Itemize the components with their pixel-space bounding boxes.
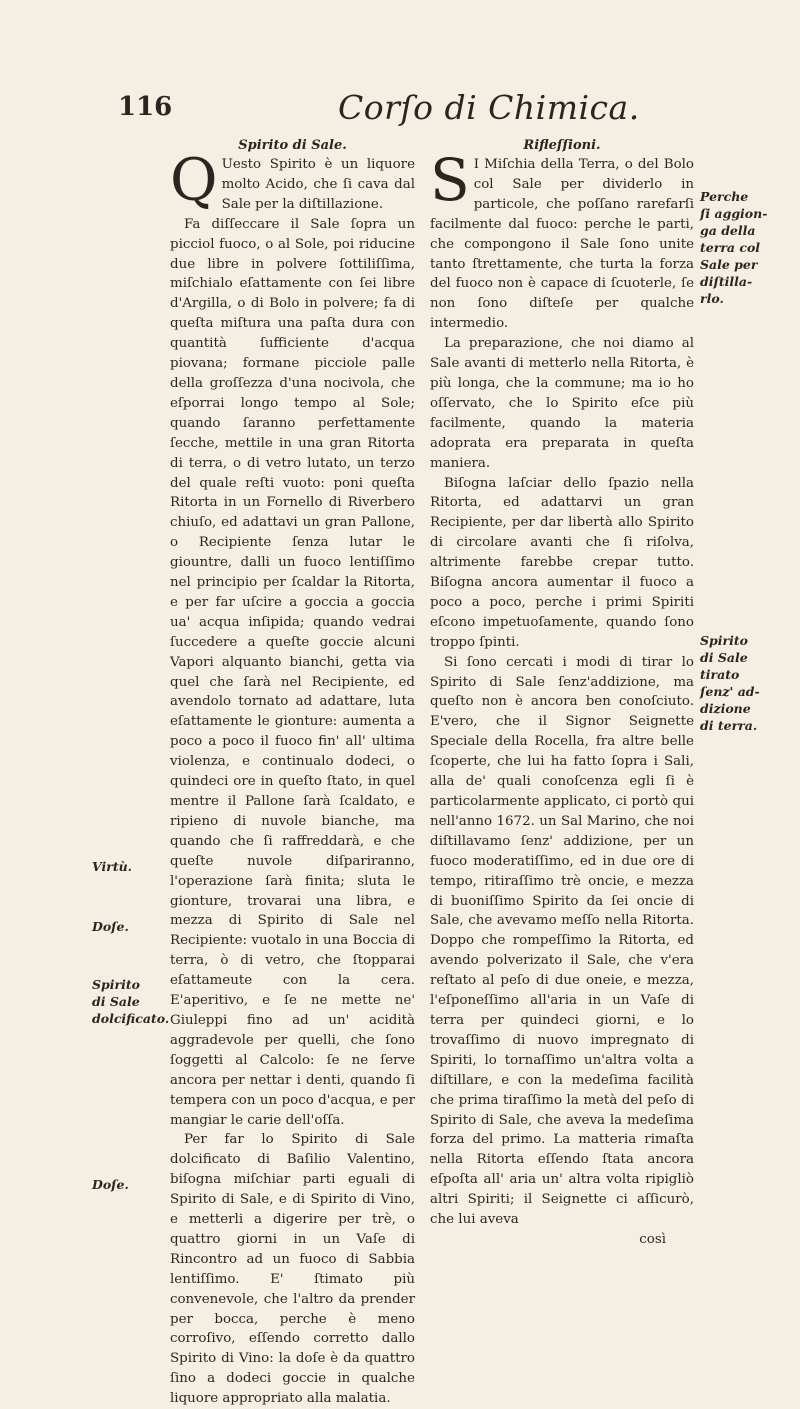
margin-note-spirito-tirato: Spirito di Sale tirato ſenz' ad- dizione di terra. — [700, 633, 760, 733]
margin-note-perche: Perche ſi aggion- ga della terra col Sale per diſtilla- rlo. — [700, 189, 768, 306]
page-number: 116 — [118, 92, 173, 122]
left-column — [170, 136, 415, 1409]
paragraph: Biſogna laſciar dello ſpazio nella Ritorta, ed adattarvi un gran Recipiente, per dar libertà allo Spirito di circolare avanti che ſi riſolva, altrimente farebbe crepar tutto. Biſogna ancora aumentar il fuoco a poco a poco, perche i primi Spiriti eſcono impetuoſamente, quando ſono troppo ſpinti. — [430, 475, 694, 650]
paragraph: Per far lo Spirito di Sale dolcificato di Baſilio Valentino, biſogna miſchiar parti eguali di Spirito di Sale, e di Spirito di Vino, e metterli a digerire per trè, o quattro giorni in un Vaſe di Rincontro ad un fuoco di Sabbia lentiſſimo. E' ſtimato più convenevole, che l'altro da prender per bocca, perche è meno corroſivo, eſſendo corretto dallo Spirito di Vino: la doſe è da quattro ſino a dodeci goccie in qualche liquore appropriato alla malatia. — [170, 1132, 415, 1407]
paragraph: La preparazione, che noi diamo al Sale avanti di metterlo nella Ritorta, è più longa, che la commune; ma io ho oſſervato, che lo Spirito eſce più facilmente, quando la materia adoprata era preparata in queſta maniera. — [430, 336, 694, 471]
margin-note-virtu: Virtù. — [92, 859, 133, 874]
catchword: così — [639, 1231, 666, 1247]
section-heading-spirito-di-sale: Spirito di Sale. — [238, 138, 347, 153]
paragraph: Si ſono cercati i modi di tirar lo Spirito di Sale ſenz'addizione, ma queſto non è ancora ben conoſciuto. E'vero, che il Signor Seignette Speciale della Rocella, fra altre belle ſcoperte, che lui ha fatto ſopra i Sali, alla de' quali conoſcenza egli ſi è particolarmente applicato, ci portò qui nell'anno 1672. un Sal Marino, che noi diſtillavamo ſenz' addizione, per un fuoco moderatiſſimo, ed in due ore di tempo, ritiraſſimo trè oncie, e mezza di buoniſſimo Spirito da ſei oncie di Sale, che avevamo meſſo nella Ritorta. Doppo che rompeſſimo la Ritorta, ed avendo polverizato il Sale, che v'era reſtato al peſo di due oneie, e mezza, l'eſponeſſimo all'aria in un Vaſe di terra per quindeci giorni, e lo trovaſſimo di nuovo impregnato di Spiriti, lo tornaſſimo un'altra volta a diſtillare, e con la medeſima facilità che prima tiraſſimo la metà del peſo di Spirito di Sale, che aveva la medeſima forza del primo. La matteria rimaſta nella Ritorta eſſendo ſtata ancora eſpoſta all' aria un' altra volta ripigliò altri Spiriti; il Seignette ci aſſicurò, che lui aveva — [430, 654, 694, 1228]
paragraph: S I Miſchia della Terra, o del Bolo col Sale per dividerlo in particole, che poſſano rarefarſi facilmente dal fuoco: perche le parti, che compongono il Sale ſono unite tanto ſtrettamente, che turta la forza del fuoco non è capace di ſcuoterle, ſe non ſono diſteſe per qualche intermedio. — [430, 146, 694, 332]
paragraph: Fa diſſeccare il Sale ſopra un picciol fuoco, o al Sole, poi riducine due libre in polvere ſottiliſſima, miſchialo eſattamente con ſei libre d'Argilla, o di Bolo in polvere; fa di queſta miſtura una paſta dura con quantità ſufficiente d'acqua piovana; formane picciole palle della groſſezza d'una nocivola, che eſporrai longo tempo al Sole; quando ſaranno perfettamente ſecche, mettile in una gran Ritorta di terra, o di vetro lutato, un terzo del quale reſti vuoto: poni queſta Ritorta in un Fornello di Riverbero chiuſo, ed adattavi un gran Pallone, o Recipiente ſenza lutar le giountre, dalli un fuoco lentiſſimo nel principio per ſcaldar la Ritorta, e per far uſcire a goccia a goccia ua' acqua inſipida; quando vedrai ſuccedere a queſte goccie alcuni Vapori alquanto bianchi, getta via quel che ſarà nel Recipiente, ed avendolo tornato ad adattare, luta eſattamente le gionture: aumenta a poco a poco il fuoco fin' all' ultima violenza, e continualo dodeci, o quindeci ore in queſto ſtato, in quel mentre il Pallone ſarà ſcaldato, e ripieno di nuvole bianche, ma quando che ſi raffreddarà, e che queſte nuvole diſpariranno, l'operazione ſarà finita; sluta le gionture, trovarai una libra, e mezza di Spirito di Sale nel Recipiente: vuotalo in una Boccia di terra, ò di vetro, che ſtopparai eſattameute con la cera. E'aperitivo, e ſe ne mette ne' Giuleppi fino ad un' acidità aggradevole per quelli, che ſono ſoggetti al Calcolo: ſe ne ſerve ancora per nettar i denti, quando ſi tempera con un poco d'acqua, e per mangiar le carie dell'oſſa. — [170, 216, 415, 1128]
drop-cap: Q — [170, 146, 218, 214]
page-header — [118, 88, 718, 132]
right-column — [430, 136, 694, 1250]
section-heading-riflessioni: Rifleſſioni. — [523, 138, 601, 153]
drop-cap: S — [430, 146, 470, 214]
margin-note-dose: Doſe. — [92, 919, 129, 934]
margin-note-dose: Doſe. — [92, 1177, 129, 1192]
margin-note-spirito-dolcificato: Spirito di Sale dolcificato. — [92, 977, 170, 1026]
running-title: Corſo di Chimica. — [338, 88, 640, 127]
paragraph: Q Uesto Spirito è un liquore molto Acido, che ſi cava dal Sale per la diſtillazione. — [170, 146, 415, 214]
